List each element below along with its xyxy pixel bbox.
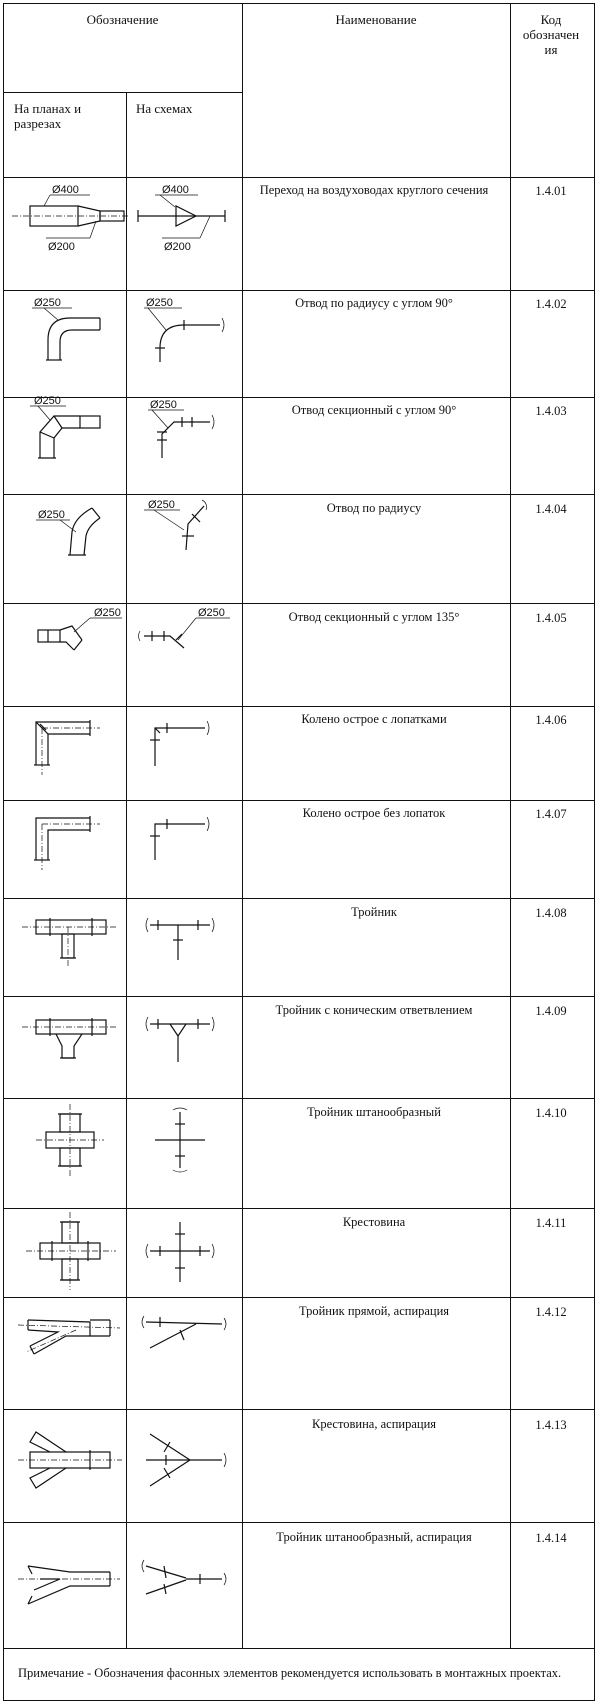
- bend-90-plan-symbol: [32, 297, 100, 360]
- header-plans: На планах и разрезах: [14, 101, 82, 131]
- row-code: 1.4.09: [535, 1004, 567, 1018]
- row-name: Отвод секционный с углом 90°: [291, 403, 457, 417]
- dim-label: Ø250: [198, 607, 225, 619]
- sectional-bend-90-scheme-symbol: [148, 399, 214, 458]
- transition-plan-symbol: [12, 184, 130, 253]
- row-name: Тройник штанообразный: [307, 1105, 441, 1119]
- row-code: 1.4.05: [535, 611, 567, 625]
- row-code: 1.4.03: [535, 404, 567, 418]
- row-code: 1.4.02: [535, 297, 567, 311]
- header-designation: Обозначение: [86, 12, 159, 27]
- bend-90-scheme-symbol: [144, 297, 224, 362]
- tee-plan-symbol: [22, 918, 118, 968]
- row-name: Тройник: [351, 905, 397, 919]
- row-code: 1.4.13: [535, 1418, 567, 1432]
- dim-label: Ø400: [52, 184, 79, 196]
- aspiration-trouser-tee-scheme-symbol: [142, 1560, 226, 1594]
- row-name: Переход на воздуховодах круглого сечения: [259, 183, 489, 197]
- sectional-bend-135-plan-symbol: [38, 607, 122, 650]
- row-name: Крестовина, аспирация: [311, 1417, 437, 1431]
- conical-tee-plan-symbol: [22, 1018, 118, 1058]
- row-code: 1.4.14: [535, 1531, 567, 1545]
- sharp-elbow-plan-symbol: [34, 816, 100, 870]
- row-code: 1.4.10: [535, 1106, 567, 1120]
- header-name: Наименование: [335, 12, 417, 27]
- cross-plan-symbol: [26, 1212, 116, 1290]
- sharp-elbow-vanes-scheme-symbol: [150, 721, 209, 766]
- sharp-elbow-scheme-symbol: [150, 817, 209, 860]
- aspiration-cross-plan-symbol: [18, 1432, 122, 1488]
- conical-tee-scheme-symbol: [146, 1017, 214, 1062]
- aspiration-trouser-tee-plan-symbol: [18, 1566, 120, 1604]
- bend-plan-symbol: [36, 508, 100, 555]
- trouser-tee-plan-symbol: [36, 1104, 104, 1176]
- row-name: Тройник штанообразный, аспирация: [276, 1530, 472, 1544]
- dim-label: Ø250: [150, 399, 177, 411]
- bend-scheme-symbol: [144, 499, 207, 550]
- row-code: 1.4.11: [535, 1216, 567, 1230]
- aspiration-tee-plan-symbol: [18, 1320, 120, 1354]
- dim-label: Ø200: [164, 241, 191, 253]
- cross-scheme-symbol: [146, 1222, 214, 1282]
- dim-label: Ø400: [162, 184, 189, 196]
- row-code: 1.4.08: [535, 906, 567, 920]
- row-code: 1.4.07: [535, 807, 567, 821]
- sectional-bend-90-plan-symbol: [30, 395, 100, 458]
- header-schemes: На схемах: [136, 101, 193, 116]
- row-code: 1.4.06: [535, 713, 567, 727]
- row-name: Отвод по радиусу: [326, 501, 422, 515]
- table-note: Примечание - Обозначения фасонных элементов рекомендуется использовать в монтажных проектах.: [18, 1666, 562, 1680]
- row-code: 1.4.01: [535, 184, 567, 198]
- row-name: Отвод по радиусу с углом 90°: [295, 296, 453, 310]
- row-code: 1.4.04: [535, 502, 567, 516]
- row-name: Тройник прямой, аспирация: [298, 1304, 450, 1318]
- tee-scheme-symbol: [146, 918, 214, 960]
- dim-label: Ø250: [146, 297, 173, 309]
- dim-label: Ø250: [38, 509, 65, 521]
- row-name: Колено острое с лопатками: [301, 712, 447, 726]
- header-code: Код обозначен ия: [522, 12, 580, 57]
- transition-scheme-symbol: [138, 184, 225, 253]
- dim-label: Ø200: [48, 241, 75, 253]
- sharp-elbow-vanes-plan-symbol: [34, 720, 100, 775]
- dim-label: Ø250: [148, 499, 175, 511]
- trouser-tee-scheme-symbol: [155, 1108, 205, 1172]
- dim-label: Ø250: [34, 395, 61, 407]
- dim-label: Ø250: [34, 297, 61, 309]
- row-name: Отвод секционный с углом 135°: [288, 610, 460, 624]
- row-name: Тройник с коническим ответвлением: [275, 1003, 473, 1017]
- dim-label: Ø250: [94, 607, 121, 619]
- row-code: 1.4.12: [535, 1305, 567, 1319]
- aspiration-tee-scheme-symbol: [142, 1316, 226, 1348]
- row-name: Колено острое без лопаток: [302, 806, 446, 820]
- row-name: Крестовина: [342, 1215, 406, 1229]
- sectional-bend-135-scheme-symbol: [139, 607, 231, 648]
- aspiration-cross-scheme-symbol: [146, 1434, 226, 1486]
